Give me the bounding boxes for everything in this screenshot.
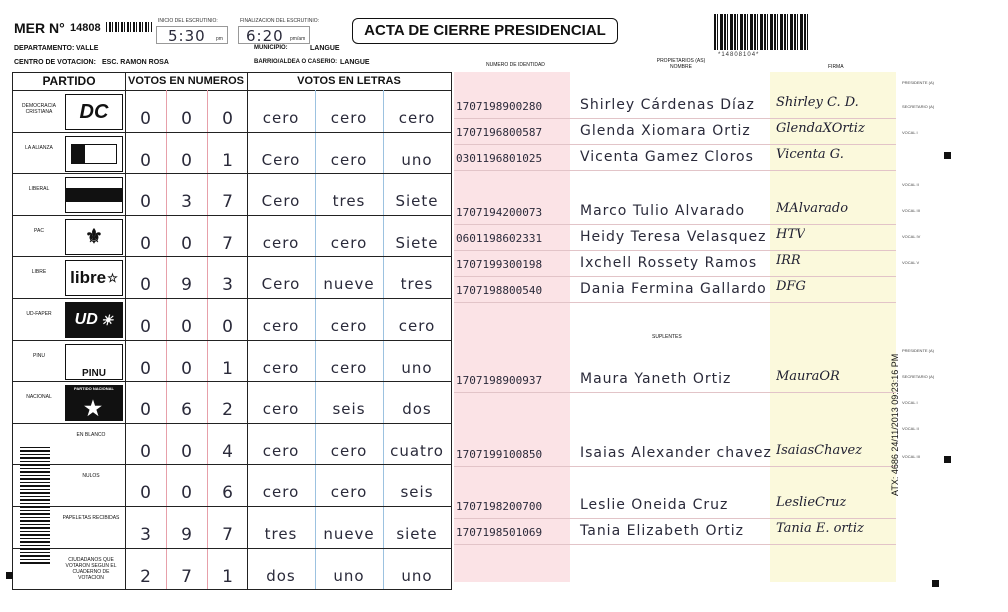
member-row-line bbox=[454, 144, 896, 145]
side-stamp: ATX: 4686 24/11/2013 09:23:16 PM bbox=[890, 353, 900, 496]
barrio-label: BARRIO/ALDEA O CASERIO: bbox=[254, 59, 338, 65]
corner-mark-r1 bbox=[944, 152, 951, 159]
dni-header: NUMERO DE IDENTIDAD bbox=[486, 62, 545, 68]
member-signature: IsaiasChavez bbox=[776, 443, 863, 458]
vote-row bbox=[13, 257, 451, 299]
party-name: LA ALIANZA bbox=[25, 144, 53, 151]
party-logo-text: UD bbox=[74, 311, 98, 328]
party-name: UD-FAPER bbox=[26, 311, 52, 317]
finalizacion-ampm: pm/am bbox=[290, 36, 306, 42]
vote-word: tres bbox=[400, 275, 434, 294]
member-row-line bbox=[454, 170, 896, 171]
vote-digit: 1 bbox=[222, 150, 234, 171]
role-label: VOCAL IV bbox=[902, 234, 921, 239]
role-label: VOCAL V bbox=[902, 260, 920, 265]
vote-word: cero bbox=[262, 317, 300, 335]
vote-row bbox=[13, 341, 451, 383]
corner-mark-r2 bbox=[944, 456, 951, 463]
vote-word: nueve bbox=[323, 275, 375, 294]
member-name: Glenda Xiomara Ortiz bbox=[580, 123, 751, 139]
vote-word: dos bbox=[402, 400, 432, 419]
suplentes-header: SUPLENTES bbox=[652, 334, 682, 340]
vote-digit: 7 bbox=[222, 525, 234, 545]
vote-word: cero bbox=[262, 400, 300, 419]
party-logo bbox=[65, 385, 123, 421]
vote-word: tres bbox=[264, 525, 298, 543]
vote-word: cero bbox=[262, 483, 300, 502]
party-name: PAC bbox=[34, 227, 44, 234]
vote-word: siete bbox=[396, 525, 438, 543]
vote-row bbox=[13, 507, 451, 549]
departamento-label: DEPARTAMENTO: bbox=[14, 45, 75, 52]
vote-word: Cero bbox=[261, 275, 301, 294]
vote-word: cero bbox=[330, 317, 368, 335]
party-name: LIBRE bbox=[31, 269, 47, 276]
vote-digit: 0 bbox=[181, 441, 193, 462]
vote-word: cero bbox=[262, 233, 300, 252]
member-signature: Tania E. ortiz bbox=[776, 521, 864, 536]
vote-digit: 9 bbox=[181, 525, 193, 545]
party-name: DEMOCRACIA CRISTIANA bbox=[22, 103, 56, 115]
party-logo bbox=[65, 344, 123, 380]
vote-word: Siete bbox=[395, 233, 439, 252]
member-name: Ixchell Rossety Ramos bbox=[580, 255, 758, 271]
inicio-label: INICIO DEL ESCRUTINIO: bbox=[158, 18, 218, 24]
vote-digit: 0 bbox=[140, 233, 152, 254]
vote-digit: 4 bbox=[222, 441, 234, 462]
member-signature: LeslieCruz bbox=[776, 495, 847, 510]
vote-digit: 0 bbox=[181, 483, 193, 504]
party-logo bbox=[65, 136, 123, 172]
mer-label: MER N° bbox=[14, 20, 65, 36]
party-logo-text: PARTIDO NACIONAL bbox=[74, 386, 114, 392]
role-label: PRESIDENTE (A) bbox=[902, 348, 935, 353]
party-logo bbox=[65, 302, 123, 338]
propietarios-header: PROPIETARIOS (AS) NOMBRE bbox=[656, 58, 706, 70]
vote-digit: 0 bbox=[181, 358, 193, 379]
corner-mark-bl bbox=[6, 572, 13, 579]
member-name: Dania Fermina Gallardo bbox=[580, 281, 767, 297]
centro-value: ESC. RAMON ROSA bbox=[102, 59, 169, 66]
vote-digit: 3 bbox=[181, 192, 193, 213]
member-signature: HTV bbox=[776, 227, 806, 242]
member-row-line bbox=[454, 302, 896, 303]
vote-digit: 7 bbox=[181, 566, 193, 587]
vote-word: cuatro bbox=[390, 441, 444, 460]
document-title: ACTA DE CIERRE PRESIDENCIAL bbox=[352, 18, 618, 44]
member-name: Shirley Cárdenas Díaz bbox=[580, 97, 755, 113]
vote-word: nueve bbox=[323, 525, 375, 543]
vote-digit: 0 bbox=[140, 483, 152, 504]
vote-digit: 0 bbox=[181, 317, 193, 337]
vote-row bbox=[13, 549, 451, 591]
vote-digit: 0 bbox=[181, 150, 193, 171]
vote-word: cero bbox=[330, 150, 368, 169]
party-name: EN BLANCO bbox=[76, 431, 106, 438]
party-logo bbox=[65, 177, 123, 213]
vote-row bbox=[13, 382, 451, 424]
member-name: Heidy Teresa Velasquez bbox=[580, 229, 767, 245]
vote-word: uno bbox=[401, 358, 433, 377]
vote-word: cero bbox=[398, 317, 436, 335]
vote-word: cero bbox=[330, 358, 368, 377]
member-dni: 0601198602331 bbox=[456, 232, 543, 245]
member-signature: MauraOR bbox=[776, 369, 840, 384]
corner-mark-br bbox=[932, 580, 939, 587]
role-label: SECRETARIO (A) bbox=[902, 374, 935, 379]
vote-word: dos bbox=[266, 566, 296, 585]
vote-digit: 0 bbox=[140, 358, 152, 379]
member-row-line bbox=[454, 466, 896, 467]
member-row-line bbox=[454, 118, 896, 119]
barrio-value: LANGUE bbox=[340, 59, 370, 66]
vote-digit: 0 bbox=[140, 317, 152, 337]
party-logo bbox=[65, 260, 123, 296]
vote-digit: 0 bbox=[181, 109, 193, 129]
vote-digit: 0 bbox=[140, 109, 152, 129]
member-dni: 1707196800587 bbox=[456, 126, 543, 139]
left-vertical-barcode bbox=[20, 446, 50, 564]
vote-word: cero bbox=[330, 483, 368, 502]
finalizacion-box bbox=[238, 26, 310, 44]
firma-header: FIRMA bbox=[828, 64, 844, 70]
vote-digit: 0 bbox=[140, 150, 152, 171]
role-label: PRESIDENTE (A) bbox=[902, 80, 935, 85]
vote-digit: 3 bbox=[140, 525, 152, 545]
star-icon: ★ bbox=[84, 398, 102, 421]
vote-row bbox=[13, 299, 451, 341]
main-barcode-text: *14808104* bbox=[718, 52, 760, 58]
party-name: PINU bbox=[33, 352, 45, 359]
member-name: Leslie Oneida Cruz bbox=[580, 497, 729, 513]
vote-word: cero bbox=[262, 358, 300, 377]
vote-digit: 7 bbox=[222, 233, 234, 254]
vote-word: cero bbox=[262, 109, 300, 127]
votes-table bbox=[12, 72, 452, 590]
vote-digit: 2 bbox=[222, 400, 234, 421]
vote-row bbox=[13, 174, 451, 216]
member-row-line bbox=[454, 276, 896, 277]
party-name: PAPELETAS RECIBIDAS bbox=[62, 515, 120, 521]
member-dni: 1707198900280 bbox=[456, 100, 543, 113]
vote-digit: 0 bbox=[181, 233, 193, 254]
party-logo-text: DC bbox=[79, 100, 109, 123]
party-logo-text: libre bbox=[70, 268, 107, 288]
vote-digit: 7 bbox=[222, 192, 234, 213]
member-signature: Vicenta G. bbox=[776, 147, 844, 162]
member-row-line bbox=[454, 250, 896, 251]
member-row-line bbox=[454, 518, 896, 519]
finalizacion-label: FINALIZACION DEL ESCRUTINIO: bbox=[240, 18, 319, 24]
vote-word: Cero bbox=[261, 150, 301, 169]
vote-word: cero bbox=[398, 109, 436, 127]
member-dni: 1707198900937 bbox=[456, 374, 543, 387]
vote-digit: 3 bbox=[222, 275, 234, 296]
vote-digit: 2 bbox=[140, 566, 152, 587]
finalizacion-time: 6:20 bbox=[246, 27, 284, 45]
member-signature: IRR bbox=[776, 253, 801, 268]
role-label: VOCAL II bbox=[902, 426, 919, 431]
vote-digit: 0 bbox=[140, 192, 152, 213]
vote-word: cero bbox=[330, 233, 368, 252]
party-name: CIUDADANOS QUE VOTARON SEGUN EL CUADERNO DE VOTACION bbox=[65, 556, 117, 581]
inicio-ampm: pm bbox=[216, 36, 223, 42]
vote-word: uno bbox=[401, 150, 433, 169]
vote-word: uno bbox=[333, 566, 365, 585]
vote-word: Siete bbox=[395, 192, 439, 211]
member-name: Maura Yaneth Ortiz bbox=[580, 371, 732, 387]
municipio-value: LANGUE bbox=[310, 45, 340, 52]
member-signature: Shirley C. D. bbox=[776, 95, 859, 110]
inicio-box bbox=[156, 26, 228, 44]
vote-digit: 0 bbox=[140, 275, 152, 296]
departamento-value: VALLE bbox=[76, 45, 99, 52]
votos-numeros-header: VOTOS EN NUMEROS bbox=[128, 75, 244, 87]
member-name: Marco Tulio Alvarado bbox=[580, 203, 746, 219]
vote-row bbox=[13, 216, 451, 258]
mer-number: 14808 bbox=[70, 22, 101, 34]
main-barcode bbox=[714, 14, 810, 50]
centro-label: CENTRO DE VOTACION: bbox=[14, 59, 96, 66]
member-row-line bbox=[454, 544, 896, 545]
role-label: VOCAL III bbox=[902, 208, 920, 213]
member-row-line bbox=[454, 224, 896, 225]
vote-word: seis bbox=[332, 400, 366, 419]
member-row-line bbox=[454, 392, 896, 393]
vote-word: Cero bbox=[261, 192, 301, 211]
inicio-time: 5:30 bbox=[168, 27, 206, 45]
vote-digit: 1 bbox=[222, 566, 234, 587]
vote-row bbox=[13, 465, 451, 507]
member-dni: 1707199300198 bbox=[456, 258, 543, 271]
star-icon: ☆ bbox=[107, 271, 118, 286]
vote-digit: 6 bbox=[222, 483, 234, 504]
member-dni: 1707198200700 bbox=[456, 500, 543, 513]
party-name: NACIONAL bbox=[26, 394, 52, 401]
member-signature: MAlvarado bbox=[776, 201, 849, 216]
member-name: Isaias Alexander chavez bbox=[580, 445, 772, 461]
member-dni: 0301196801025 bbox=[456, 152, 543, 165]
member-dni: 1707194200073 bbox=[456, 206, 543, 219]
vote-word: tres bbox=[332, 192, 366, 211]
vote-digit: 6 bbox=[181, 400, 193, 421]
member-dni: 1707199100850 bbox=[456, 448, 543, 461]
party-logo bbox=[65, 94, 123, 130]
vote-digit: 1 bbox=[222, 358, 234, 379]
party-name: LIBERAL bbox=[28, 186, 50, 193]
party-logo: ⚜ bbox=[65, 219, 123, 255]
sun-icon: ☀ bbox=[100, 311, 114, 328]
votos-letras-header: VOTOS EN LETRAS bbox=[297, 75, 401, 87]
member-dni: 1707198501069 bbox=[456, 526, 543, 539]
vote-word: uno bbox=[401, 566, 433, 585]
vote-digit: 0 bbox=[140, 400, 152, 421]
role-label: VOCAL I bbox=[902, 130, 918, 135]
vote-digit: 0 bbox=[222, 109, 234, 129]
member-signature: GlendaXOrtiz bbox=[776, 121, 865, 136]
member-name: Tania Elizabeth Ortiz bbox=[580, 523, 744, 539]
member-signature: DFG bbox=[776, 279, 806, 294]
vote-word: seis bbox=[400, 483, 434, 502]
party-logo-text: PINU bbox=[82, 367, 106, 379]
vote-word: cero bbox=[262, 441, 300, 460]
role-label: VOCAL II bbox=[902, 182, 919, 187]
vote-row bbox=[13, 424, 451, 466]
role-label: VOCAL III bbox=[902, 454, 920, 459]
vote-word: cero bbox=[330, 109, 368, 127]
vote-row bbox=[13, 91, 451, 133]
vote-digit: 0 bbox=[222, 317, 234, 337]
mer-barcode-small bbox=[106, 22, 152, 32]
municipio-label: MUNICIPIO: bbox=[254, 45, 288, 51]
vote-digit: 9 bbox=[181, 275, 193, 296]
member-dni: 1707198800540 bbox=[456, 284, 543, 297]
party-name: NULOS bbox=[82, 473, 100, 480]
role-label: SECRETARIO (A) bbox=[902, 104, 935, 109]
role-label: VOCAL I bbox=[902, 400, 918, 405]
vote-digit: 0 bbox=[140, 441, 152, 462]
member-name: Vicenta Gamez Cloros bbox=[580, 149, 754, 165]
partido-header: PARTIDO bbox=[42, 74, 96, 88]
vote-word: cero bbox=[330, 441, 368, 460]
vote-row bbox=[13, 133, 451, 175]
